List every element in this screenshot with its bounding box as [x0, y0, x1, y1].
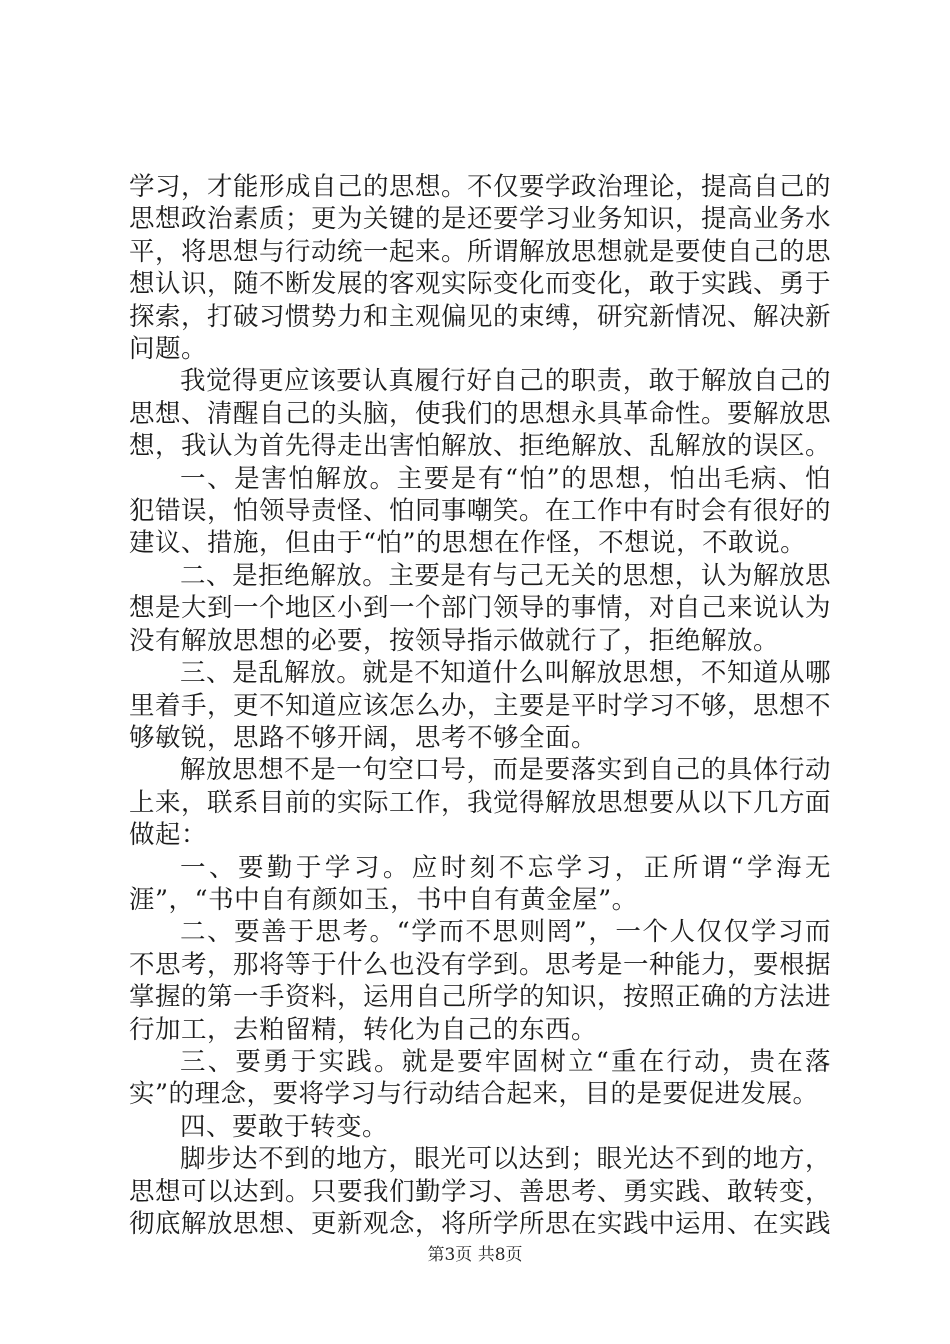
paragraph: 三、是乱解放。就是不知道什么叫解放思想，不知道从哪里着手，更不知道应该怎么办，主要是平时学习不够，思想不够敏锐，思路不够开阔，思考不够全面。 — [129, 658, 832, 753]
paragraph: 脚步达不到的地方，眼光可以达到；眼光达不到的地方，思想可以达到。只要我们勤学习、善思考、勇实践、敢转变，彻底解放思想、更新观念，将所学所思在实践中运用、在实践 — [129, 1144, 832, 1239]
paragraph: 四、要敢于转变。 — [180, 1111, 389, 1142]
paragraph: 二、是拒绝解放。主要是有与己无关的思想，认为解放思想是大到一个地区小到一个部门领导的事情，对自己来说认为没有解放思想的必要，按领导指示做就行了，拒绝解放。 — [129, 560, 832, 656]
paragraph: 我觉得更应该要认真履行好自己的职责，敢于解放自己的思想、清醒自己的头脑，使我们的思想永具革命性。要解放思想，我认为首先得走出害怕解放、拒绝解放、乱解放的误区。 — [129, 366, 832, 462]
page-footer — [0, 1244, 950, 1266]
document-body — [129, 171, 831, 1240]
paragraph: 二、要善于思考。“学而不思则罔”，一个人仅仅学习而不思考，那将等于什么也没有学到。思考是一种能力，要根据掌握的第一手资料，运用自己所学的知识，按照正确的方法进行加工，去粕留精，转化为自己的东西。 — [129, 917, 832, 1045]
paragraph: 学习，才能形成自己的思想。不仅要学政治理论，提高自己的思想政治素质；更为关键的是还要学习业务知识，提高业务水平，将思想与行动统一起来。所谓解放思想就是要使自己的思想认识，随不断发展的客观实际变化而变化，敢于实践、勇于探索，打破习惯势力和主观偏见的束缚，研究新情况、解决新问题。 — [129, 172, 832, 365]
paragraph: 一、要勤于学习。应时刻不忘学习，正所谓“学海无涯”，“书中自有颜如玉，书中自有黄金屋”。 — [129, 852, 831, 915]
paragraph: 一、是害怕解放。主要是有“怕”的思想，怕出毛病、怕犯错误，怕领导责怪、怕同事嘲笑。在工作中有时会有很好的建议、措施，但由于“怕”的思想在作怪，不想说，不敢说。 — [129, 463, 832, 559]
paragraph: 解放思想不是一句空口号，而是要落实到自己的具体行动上来，联系目前的实际工作，我觉得解放思想要从以下几方面做起： — [129, 755, 832, 851]
page-number-label: 第3页 共8页 — [427, 1245, 523, 1265]
paragraph: 三、要勇于实践。就是要牢固树立“重在行动，贵在落实”的理念，要将学习与行动结合起来，目的是要促进发展。 — [129, 1046, 831, 1110]
